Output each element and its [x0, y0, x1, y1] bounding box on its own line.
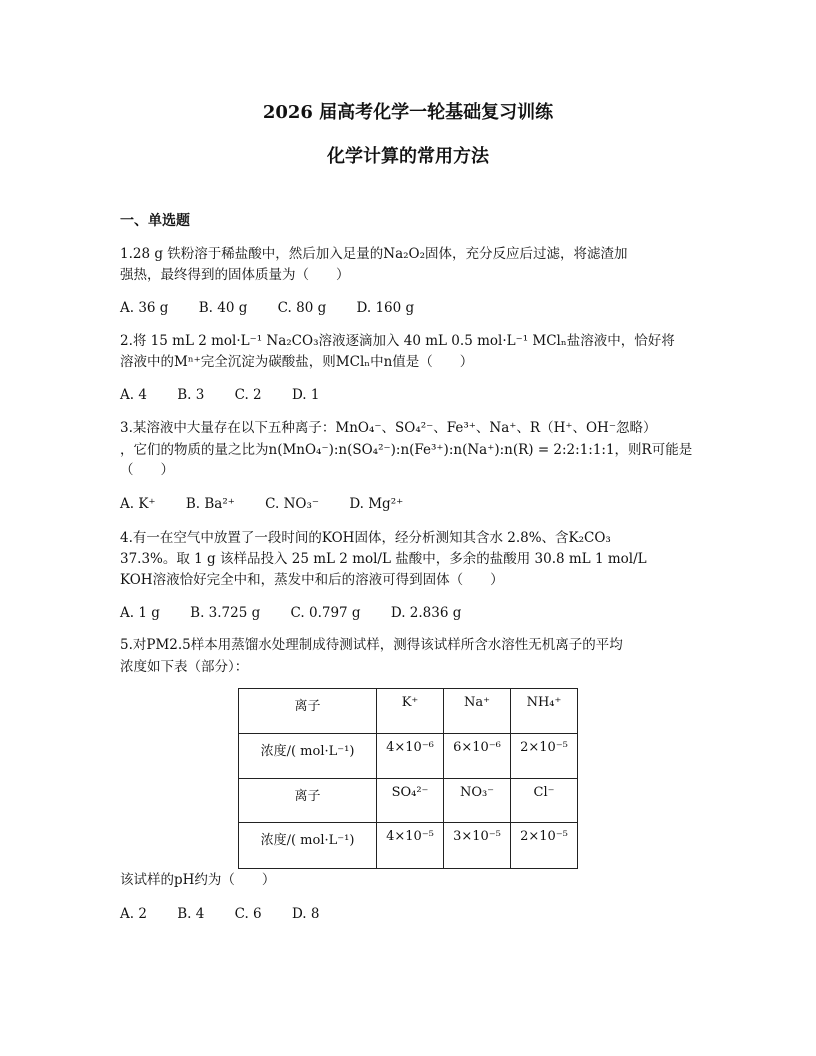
- q3-option-c[interactable]: C. NO₃⁻: [265, 496, 320, 512]
- table-cell: SO₄²⁻: [377, 779, 444, 823]
- q2-option-a[interactable]: A. 4: [120, 387, 147, 403]
- q2-option-c[interactable]: C. 2: [234, 387, 262, 403]
- table-cell: 浓度/( mol·L⁻¹): [239, 823, 377, 869]
- table-cell: 4×10⁻⁶: [377, 734, 444, 779]
- q4-stem-line1: 4.有一在空气中放置了一段时间的KOH固体，经分析测知其含水 2.8%、含K₂CO₃: [120, 530, 611, 546]
- q2-option-b[interactable]: B. 3: [177, 387, 205, 403]
- section-heading: 一、单选题: [120, 213, 190, 229]
- q4-option-c[interactable]: C. 0.797 g: [290, 605, 361, 621]
- table-row: [239, 689, 578, 734]
- q2-stem-line2: 溶液中的Mⁿ⁺完全沉淀为碳酸盐，则MClₙ中n值是（ ）: [120, 354, 474, 370]
- table-cell: K⁺: [377, 689, 444, 734]
- q2-options: [120, 385, 345, 405]
- q5-question: 该试样的pH约为（ ）: [120, 872, 276, 888]
- q5-stem-line1: 5.对PM2.5样本用蒸馏水处理制成待测试样，测得该试样所含水溶性无机离子的平均: [120, 637, 623, 653]
- table-cell: NH₄⁺: [511, 689, 578, 734]
- table-cell: 4×10⁻⁵: [377, 823, 444, 869]
- q5-option-c[interactable]: C. 6: [234, 906, 262, 922]
- table-row: [239, 779, 578, 823]
- q4-option-a[interactable]: A. 1 g: [120, 605, 160, 621]
- q3-stem-line3: （ ）: [120, 462, 174, 478]
- q1-stem-line1: 1.28 g 铁粉溶于稀盐酸中，然后加入足量的Na₂O₂固体，充分反应后过滤，将滤渣加: [120, 246, 628, 262]
- table-cell: 2×10⁻⁵: [511, 823, 578, 869]
- q3-option-a[interactable]: A. K⁺: [120, 496, 156, 512]
- table-row: [239, 734, 578, 779]
- table-cell: Cl⁻: [511, 779, 578, 823]
- table-cell: 浓度/( mol·L⁻¹): [239, 734, 377, 779]
- ion-concentration-table: [238, 688, 578, 869]
- q2-option-d[interactable]: D. 1: [291, 387, 320, 403]
- q5-option-b[interactable]: B. 4: [177, 906, 205, 922]
- q4-stem-line2: 37.3%。取 1 g 该样品投入 25 mL 2 mol/L 盐酸中，多余的盐酸用 30.8 mL 1 mol/L: [120, 551, 647, 567]
- q3-option-b[interactable]: B. Ba²⁺: [185, 496, 235, 512]
- q1-option-a[interactable]: A. 36 g: [120, 300, 169, 316]
- q5-stem-line2: 浓度如下表（部分）：: [120, 659, 249, 675]
- q3-stem-line2: ，它们的物质的量之比为n(MnO₄⁻):n(SO₄²⁻):n(Fe³⁺):n(Na⁺):n(R) = 2:2:1:1:1，则R可能是: [120, 442, 693, 458]
- q1-option-b[interactable]: B. 40 g: [198, 300, 248, 316]
- table-cell: Na⁺: [444, 689, 511, 734]
- q4-options: [120, 603, 487, 623]
- table-cell: 3×10⁻⁵: [444, 823, 511, 869]
- document-subtitle: 化学计算的常用方法: [327, 146, 489, 167]
- q3-options: [120, 494, 429, 514]
- document-title: 2026 届高考化学一轮基础复习训练: [262, 102, 554, 123]
- q1-options: [120, 298, 440, 318]
- table-row: [239, 823, 578, 869]
- q3-stem-line1: 3.某溶液中大量存在以下五种离子：MnO₄⁻、SO₄²⁻、Fe³⁺、Na⁺、R（H⁺、OH⁻忽略）: [120, 420, 657, 436]
- q4-option-d[interactable]: D. 2.836 g: [390, 605, 462, 621]
- table-cell: 离子: [239, 779, 377, 823]
- q5-option-a[interactable]: A. 2: [120, 906, 147, 922]
- q4-stem-line3: KOH溶液恰好完全中和，蒸发中和后的溶液可得到固体（ ）: [120, 572, 504, 588]
- q1-option-d[interactable]: D. 160 g: [356, 300, 415, 316]
- q4-option-b[interactable]: B. 3.725 g: [190, 605, 261, 621]
- table-cell: 6×10⁻⁶: [444, 734, 511, 779]
- table-cell: 离子: [239, 689, 377, 734]
- table-cell: NO₃⁻: [444, 779, 511, 823]
- table-cell: 2×10⁻⁵: [511, 734, 578, 779]
- q2-stem-line1: 2.将 15 mL 2 mol·L⁻¹ Na₂CO₃溶液逐滴加入 40 mL 0.5 mol·L⁻¹ MClₙ盐溶液中，恰好将: [120, 333, 675, 349]
- q5-option-d[interactable]: D. 8: [291, 906, 320, 922]
- q1-stem-line2: 强热，最终得到的固体质量为（ ）: [120, 267, 350, 283]
- q1-option-c[interactable]: C. 80 g: [277, 300, 327, 316]
- q3-option-d[interactable]: D. Mg²⁺: [349, 496, 404, 512]
- q5-options: [120, 904, 345, 924]
